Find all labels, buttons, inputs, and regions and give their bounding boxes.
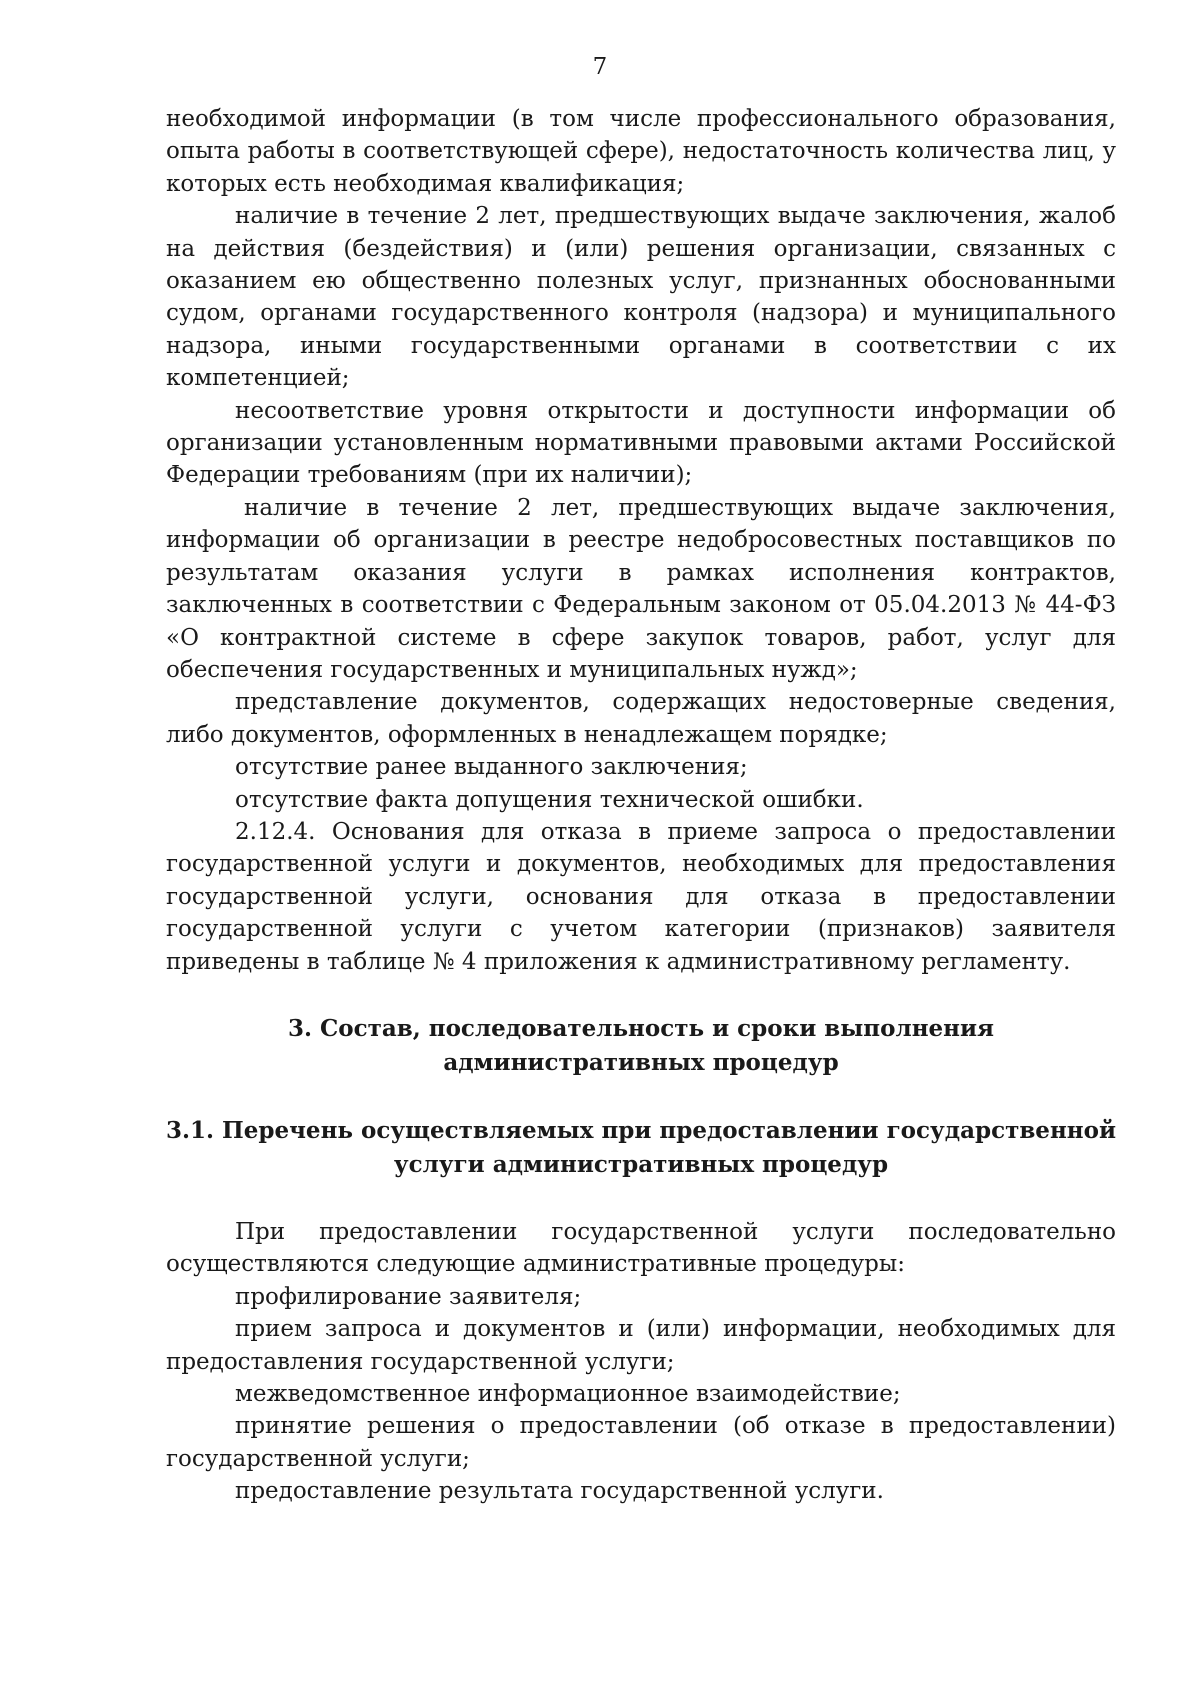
subsection-heading: 3.1. Перечень осуществляемых при предоставлении государственной услуги административных процедур bbox=[166, 1116, 1117, 1178]
paragraph: 2.12.4. Основания для отказа в приеме запроса о предоставлении государственной услуги и документов, необходимых для предоставления государственной услуги, основания для отказа в предоставлении государственной услуги с учетом категории (признаков) заявителя приведены в таблице № 4 приложения к административному регламенту. bbox=[166, 818, 1116, 975]
spacer bbox=[166, 1182, 1116, 1216]
paragraph: наличие в течение 2 лет, предшествующих выдаче заключения, жалоб на действия (бездействия) и (или) решения организации, связанных с оказанием ею общественно полезных услуг, признанных обоснованными судом, органами государственного контроля (надзора) и муниципального надзора, иными государственными органами в соответствии с их компетенцией; bbox=[166, 203, 1116, 392]
page-number: 7 bbox=[592, 54, 608, 80]
section-heading: 3. Состав, последовательность и сроки выполнения административных процедур bbox=[287, 1014, 995, 1076]
paragraph: отсутствие ранее выданного заключения; bbox=[235, 754, 748, 781]
list-item: профилирование заявителя; bbox=[235, 1283, 582, 1310]
paragraph: необходимой информации (в том числе профессионального образования, опыта работы в соответствующей сфере), недостаточность количества лиц, у которых есть необходимая квалификация; bbox=[166, 106, 1116, 197]
list-item: межведомственное информационное взаимодействие; bbox=[235, 1381, 901, 1407]
list-item: принятие решения о предоставлении (об отказе в предоставлении) государственной услуги; bbox=[166, 1413, 1116, 1472]
list-item: прием запроса и документов и (или) информации, необходимых для предоставления государственной услуги; bbox=[166, 1316, 1116, 1375]
list-item: предоставление результата государственной услуги. bbox=[235, 1478, 884, 1505]
document-body bbox=[166, 103, 1116, 1508]
paragraph: отсутствие факта допущения технической ошибки. bbox=[235, 786, 864, 813]
paragraph: представление документов, содержащих недостоверные сведения, либо документов, оформленных в ненадлежащем порядке; bbox=[166, 689, 1116, 748]
paragraph: наличие в течение 2 лет, предшествующих выдаче заключения, информации об организации в реестре недобросовестных поставщиков по результатам оказания услуги в рамках исполнения контрактов, заключенных в соответствии с Федеральным законом от 05.04.2013 № 44-ФЗ «О контрактной системе в сфере закупок товаров, работ, услуг для обеспечения государственных и муниципальных нужд»; bbox=[166, 494, 1116, 683]
paragraph: несоответствие уровня открытости и доступности информации об организации установленным нормативными правовыми актами Российской Федерации требованиям (при их наличии); bbox=[166, 397, 1116, 489]
paragraph: При предоставлении государственной услуги последовательно осуществляются следующие административные процедуры: bbox=[166, 1218, 1116, 1278]
